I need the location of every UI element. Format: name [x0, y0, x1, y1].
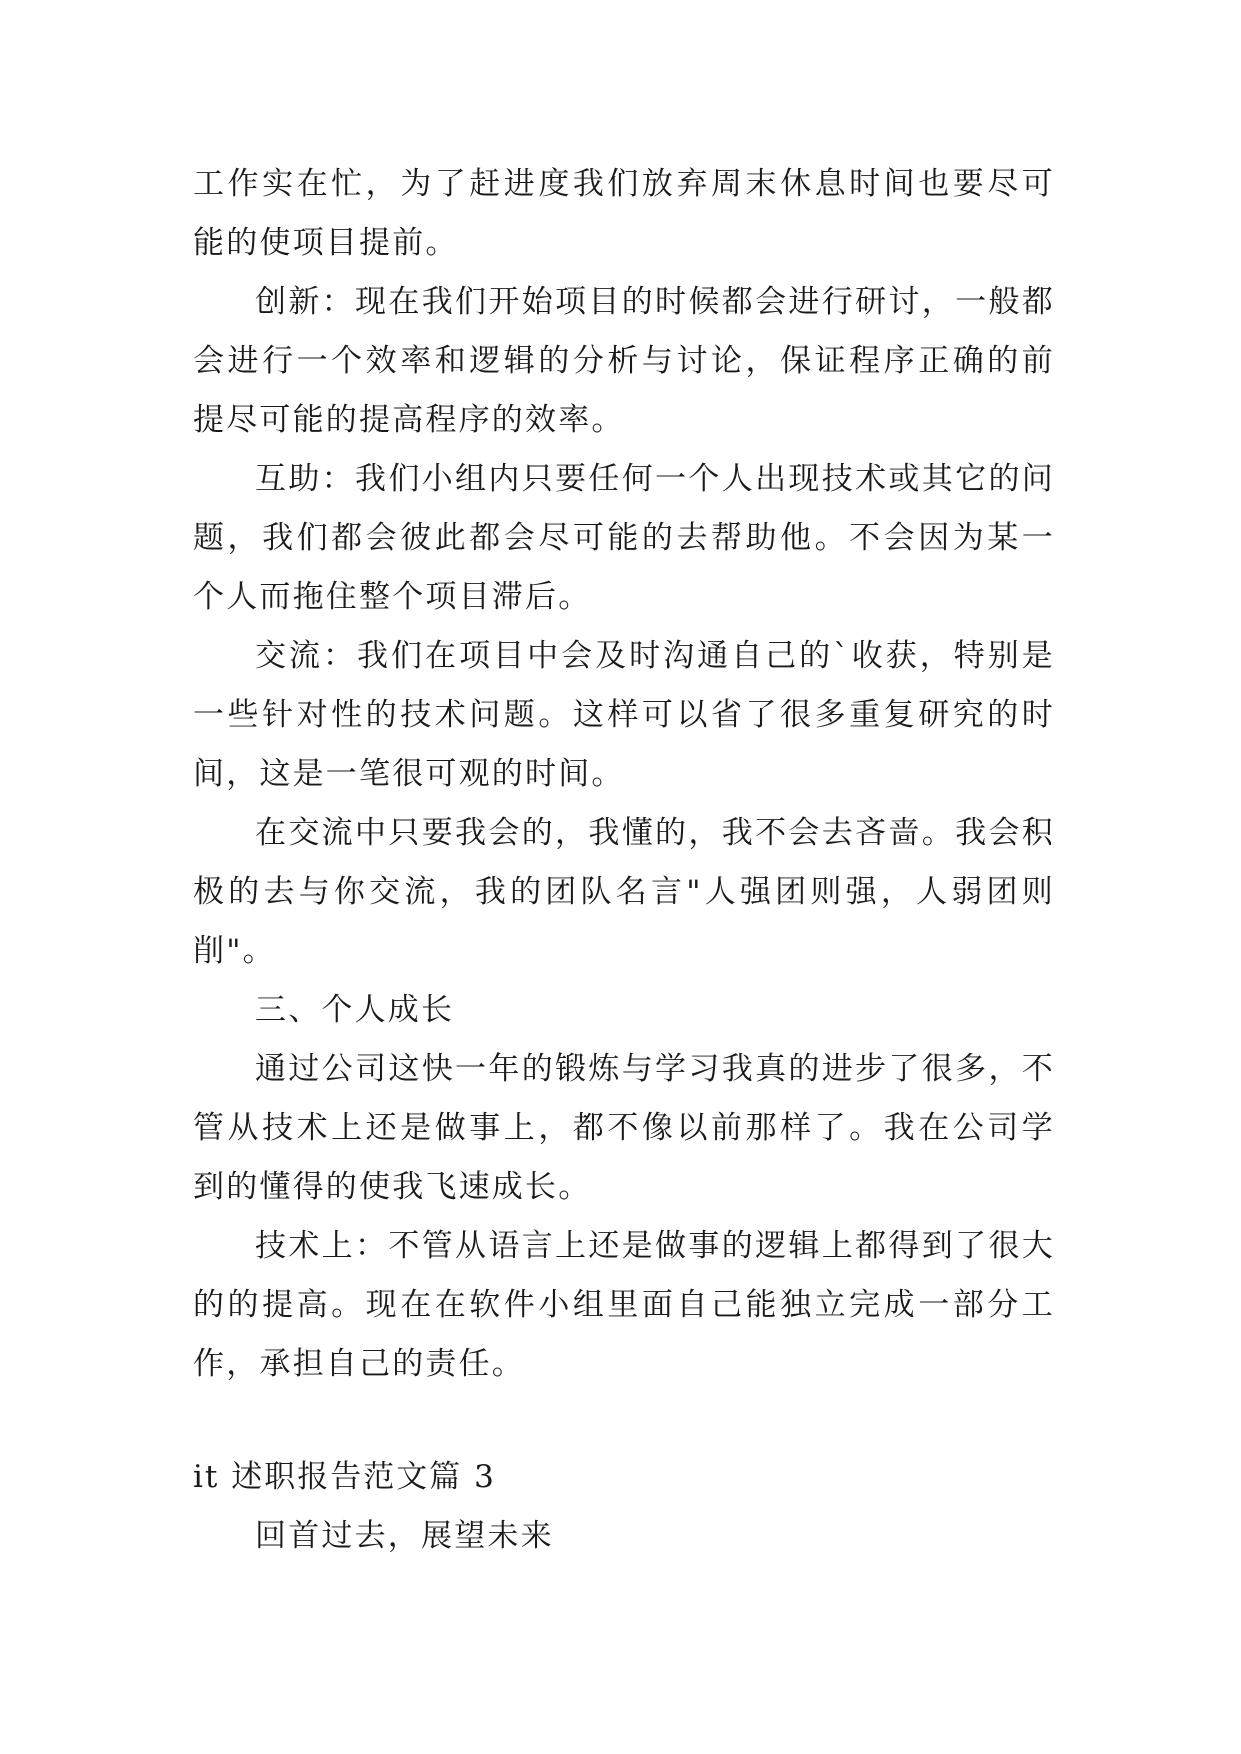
document-page — [193, 155, 1055, 1566]
paragraph-communication: 交流：我们在项目中会及时沟通自己的`收获，特别是一些针对性的技术问题。这样可以省了很多重复研究的时间，这是一笔很可观的时间。 — [193, 638, 1055, 792]
section-heading: it 述职报告范文篇 3 — [193, 1459, 496, 1495]
paragraph-team-motto: 在交流中只要我会的，我懂的，我不会去吝啬。我会积极的去与你交流，我的团队名言"人强团则强，人弱团则削"。 — [193, 815, 1055, 969]
paragraph-growth: 通过公司这快一年的锻炼与学习我真的进步了很多，不管从技术上还是做事上，都不像以前那样了。我在公司学到的懂得的使我飞速成长。 — [193, 1051, 1055, 1205]
paragraph-innovation: 创新：现在我们开始项目的时候都会进行研讨，一般都会进行一个效率和逻辑的分析与讨论，保证程序正确的前提尽可能的提高程序的效率。 — [193, 284, 1055, 438]
paragraph-technical: 技术上：不管从语言上还是做事的逻辑上都得到了很大的的提高。现在在软件小组里面自己能独立完成一部分工作，承担自己的责任。 — [193, 1228, 1055, 1382]
paragraph-mutual-help: 互助：我们小组内只要任何一个人出现技术或其它的问题，我们都会彼此都会尽可能的去帮助他。不会因为某一个人而拖住整个项目滞后。 — [193, 461, 1055, 615]
section-title-personal-growth: 三、个人成长 — [255, 992, 455, 1028]
paragraph-continuation: 工作实在忙，为了赶进度我们放弃周末休息时间也要尽可能的使项目提前。 — [193, 166, 1055, 261]
section-subtitle: 回首过去，展望未来 — [255, 1518, 554, 1554]
